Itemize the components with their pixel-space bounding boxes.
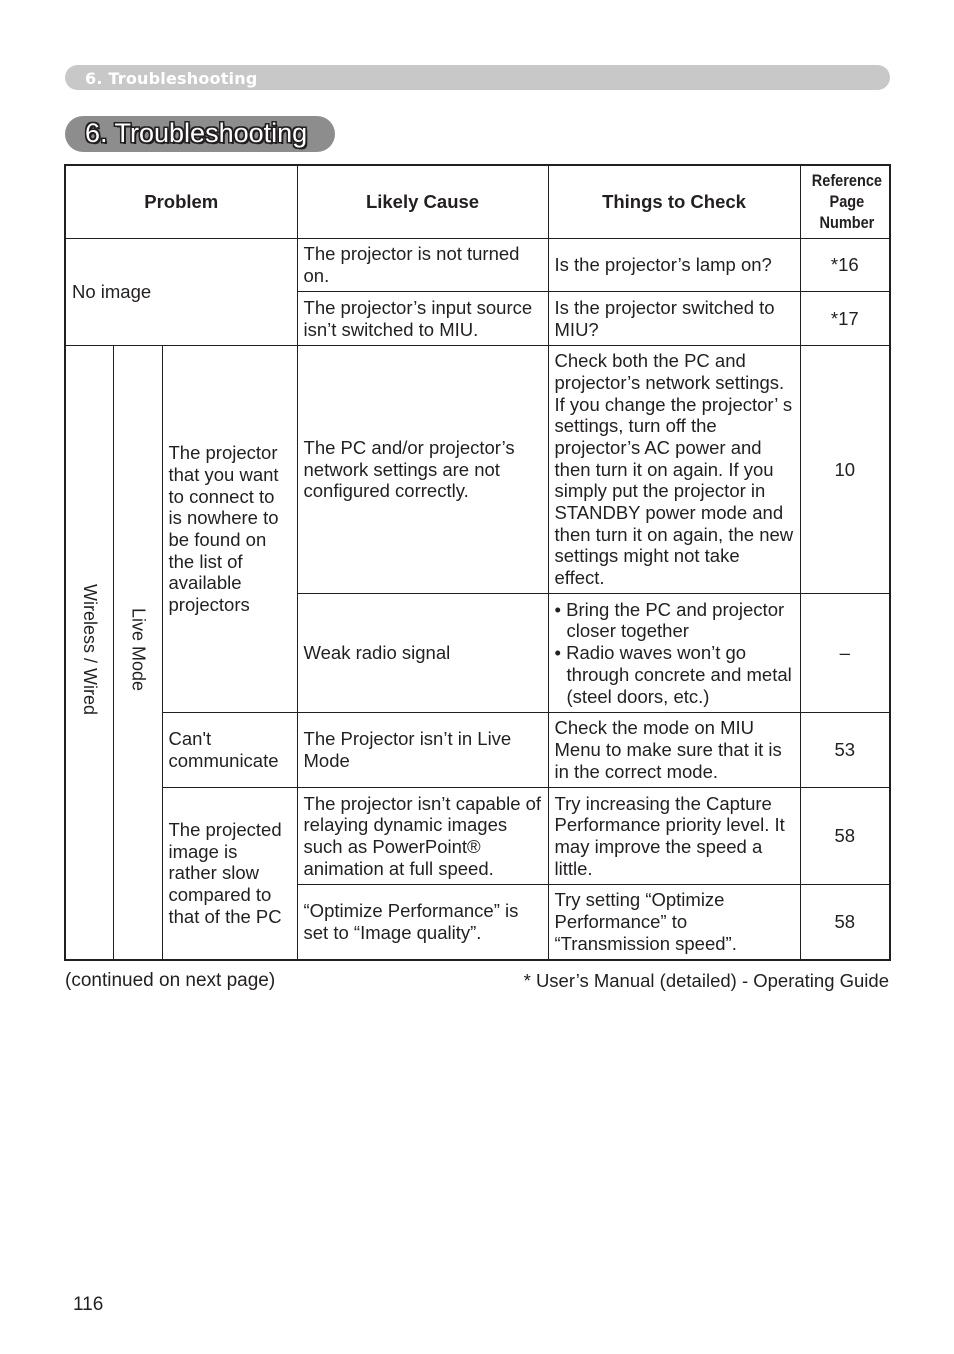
check-cell: Is the projector switched to MIU?	[548, 292, 800, 346]
reference-cell: 58	[800, 788, 890, 885]
problem-cell: The projector that you want to connect to is nowhere to be found on the list of available projectors	[162, 346, 297, 713]
group-label-wireless-wired: Wireless / Wired	[65, 346, 113, 960]
cause-cell: The Projector isn’t in Live Mode	[297, 713, 548, 788]
section-header-bar	[65, 65, 890, 90]
reference-cell: 10	[800, 346, 890, 594]
page-title-pill	[65, 116, 335, 152]
reference-cell: *16	[800, 239, 890, 292]
reference-cell: –	[800, 594, 890, 713]
check-cell: Check both the PC and projector’s network settings. If you change the projector’ s settings, turn off the projector’s AC power and then turn it on again. If you simply put the projector in STANDBY power mode and then turn it on again, the new settings might not take effect.	[548, 346, 800, 594]
cause-cell: Weak radio signal	[297, 594, 548, 713]
check-cell: Is the projector’s lamp on?	[548, 239, 800, 292]
problem-cell: Can't communicate	[162, 713, 297, 788]
continued-note: (continued on next page)	[65, 970, 276, 991]
reference-header-text: Reference Page Number	[811, 171, 882, 232]
check-cell: Try setting “Optimize Performance” to “Transmission speed”.	[548, 885, 800, 960]
group-label-live-mode: Live Mode	[113, 346, 162, 960]
check-list	[555, 599, 794, 708]
problem-cell: The projected image is rather slow compared to that of the PC	[162, 788, 297, 960]
table-row	[65, 346, 890, 594]
table-row	[65, 713, 890, 788]
check-cell	[548, 594, 800, 713]
table-header-row	[65, 165, 890, 239]
column-header-reference	[800, 165, 890, 239]
table-row	[65, 239, 890, 292]
cause-cell: The projector is not turned on.	[297, 239, 548, 292]
cause-cell: The projector isn’t capable of relaying dynamic images such as PowerPoint® animation at full speed.	[297, 788, 548, 885]
reference-cell: 53	[800, 713, 890, 788]
column-header-things-to-check: Things to Check	[548, 165, 800, 239]
table-row	[65, 788, 890, 885]
cause-cell: The PC and/or projector’s network settings are not configured correctly.	[297, 346, 548, 594]
page-title: 6. Troubleshooting	[85, 118, 308, 148]
section-header-label: 6. Troubleshooting	[85, 69, 258, 88]
check-cell: Try increasing the Capture Performance priority level. It may improve the speed a little.	[548, 788, 800, 885]
page-number: 116	[73, 1294, 104, 1315]
column-header-likely-cause: Likely Cause	[297, 165, 548, 239]
reference-footnote: * User’s Manual (detailed) - Operating Guide	[523, 970, 889, 991]
cause-cell: The projector’s input source isn’t switched to MIU.	[297, 292, 548, 346]
cause-cell: “Optimize Performance” is set to “Image quality”.	[297, 885, 548, 960]
problem-cell: No image	[65, 239, 297, 346]
check-cell: Check the mode on MIU Menu to make sure that it is in the correct mode.	[548, 713, 800, 788]
list-item: • Bring the PC and projector closer together	[554, 598, 785, 642]
column-header-problem: Problem	[65, 165, 297, 239]
reference-cell: *17	[800, 292, 890, 346]
troubleshooting-table	[64, 164, 891, 961]
list-item: • Radio waves won’t go through concrete and metal (steel doors, etc.)	[554, 642, 792, 707]
reference-cell: 58	[800, 885, 890, 960]
